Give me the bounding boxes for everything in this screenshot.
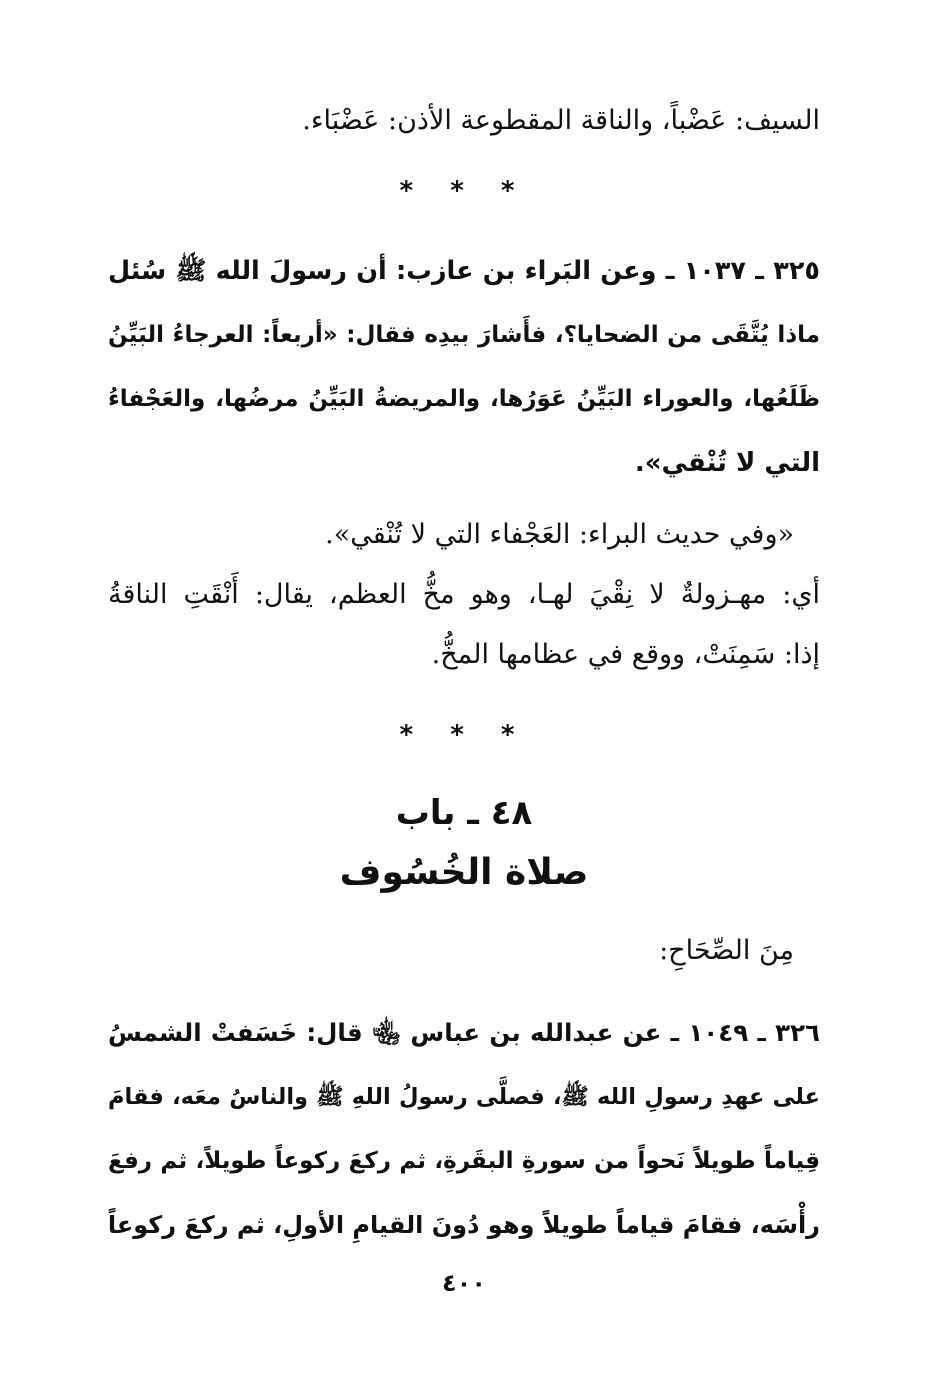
hadith-326-line-1: ٣٢٦ ـ ١٠٤٩ ـ عن عبدالله بن عباس ﵄ قال: خَسَفتْ الشمسُ: [108, 1018, 821, 1047]
hadith-325-line-1: ٣٢٥ ـ ١٠٣٧ ـ وعن البَراء بن عازب: أن رسولَ الله ﷺ سُئل: [108, 256, 820, 286]
separator-stars-1: * * *: [399, 176, 529, 206]
hadith-326-line-4: رأْسَه، فقامَ قياماً طويلاً وهو دُونَ القيامِ الأولِ، ثم ركعَ ركوعاً: [107, 1211, 820, 1239]
page-number: ٤٠٠: [442, 1269, 486, 1297]
hadith-326-line-2: على عهدِ رسولِ الله ﷺ، فصلَّى رسولُ اللهِ ﷺ والناسُ معَه، فقامَ: [108, 1084, 820, 1110]
section-label: مِنَ الصِّحَاحِ:: [659, 935, 794, 966]
hadith-325-line-2: ماذا يُتَّقَى من الضحايا؟، فأَشارَ بيدِه فقال: «أربعاً: العرجاءُ البَيِّنُ: [108, 322, 820, 348]
hadith-325-line-3: ظَلَعُها، والعوراء البَيِّنُ عَوَرُها، والمريضةُ البَيِّنُ مرضُها، والعَجْفاءُ: [108, 386, 820, 412]
separator-stars-2: * * *: [399, 720, 529, 750]
text-line-top: السيف: عَضْباً، والناقة المقطوعة الأذن: عَضْبَاء.: [302, 105, 820, 136]
commentary-line-2: أي: مهـزولةٌ لا نِقْيَ لهـا، وهو مخُّ العظم، يقال: أَنْقَتِ الناقةُ: [108, 579, 820, 610]
hadith-326-line-3: قِياماً طويلاً نَحواً من سورةِ البقَرةِ، ثم ركعَ ركوعاً طويلاً، ثم رفعَ: [108, 1148, 820, 1174]
commentary-line-3: إذا: سَمِنَتْ، ووقع في عظامها المخُّ.: [431, 639, 820, 670]
hadith-325-line-4: التي لا تُنْقي».: [634, 448, 820, 478]
chapter-name: صلاة الخُسُوف: [339, 852, 589, 893]
commentary-line-1: «وفي حديث البراء: العَجْفاء التي لا تُنْقي».: [325, 519, 794, 550]
book-page: [108, 88, 820, 1328]
chapter-number-title: ٤٨ ـ باب: [395, 793, 533, 833]
